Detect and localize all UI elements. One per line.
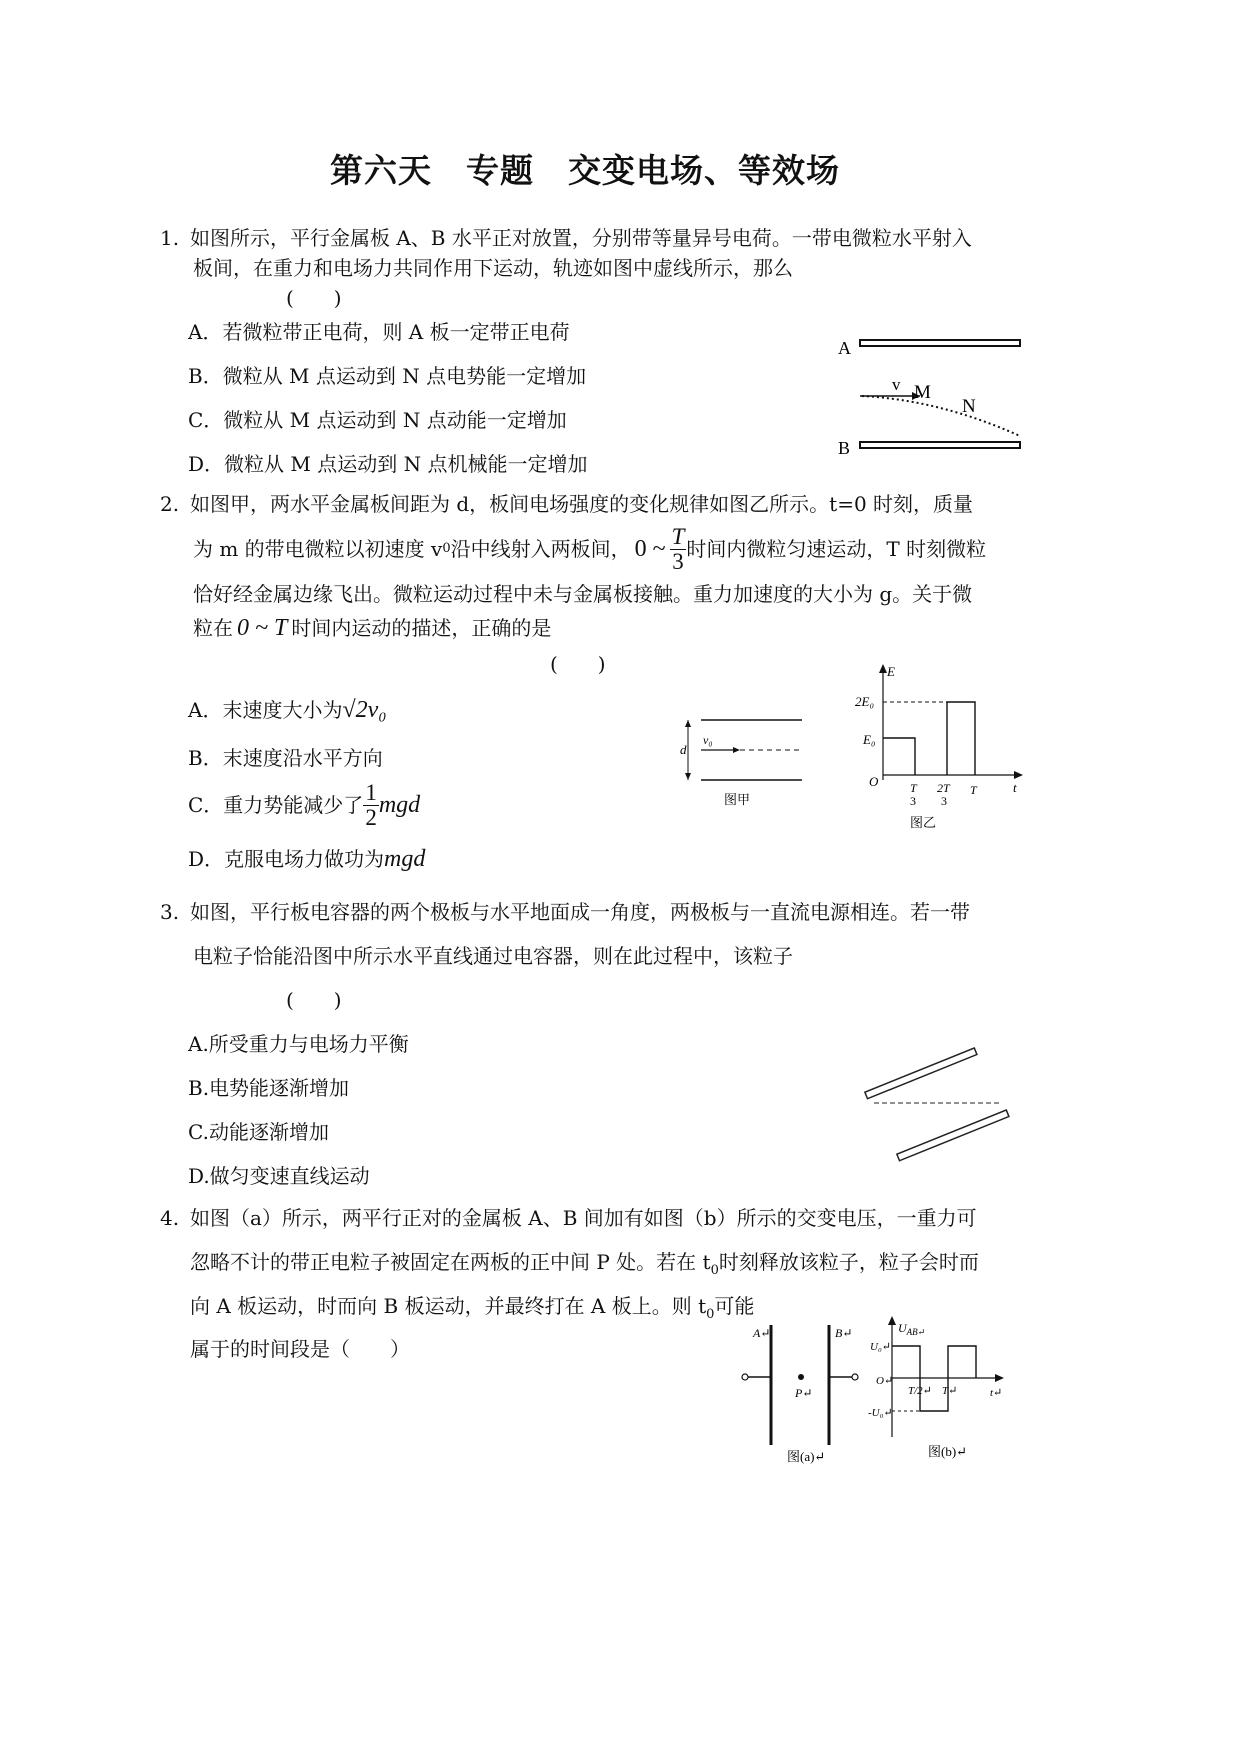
fig-a-label-b: B↵ [835,1326,853,1340]
q2-line2-c: 时间内微粒匀速运动，T 时刻微粒 [686,537,987,561]
q4-figure-a [735,1315,870,1465]
q4-line3-sub: 0 [706,1307,715,1322]
q2-frac-num: T [671,523,685,549]
jia-label-v0: v₀ [703,733,713,747]
fig-b-label-u: $U_{AB↵}$ [898,1321,926,1337]
fig-b-label-u0: U₀↵ [870,1341,891,1353]
q2-frac-den: 3 [672,548,684,574]
q2-answer-blank: ( ) [550,652,606,676]
plate-a [860,340,1020,346]
yi-tick2-top: 2T [937,781,950,795]
q2-option-d-text: D．克服电场力做功为 [188,847,385,871]
page-title: 第六天 专题 交变电场、等效场 [330,151,840,190]
fig-a-terminal-a-icon [742,1374,748,1380]
yi-label-e: E [887,664,895,679]
yi-label-2e0: 2E₀ [855,694,874,709]
q4-line4: 属于的时间段是（ ） [190,1337,410,1361]
q2-figure-yi [845,660,1035,840]
q2-line2 [193,524,986,574]
fig-a-caption: 图(a)↵ [787,1449,826,1464]
fig-b-u-axis-arrow-icon [888,1316,896,1325]
jia-d-arrow-up-icon [685,720,691,727]
q2-option-c-fraction [363,781,379,830]
fig-b-label-t: T↵ [942,1385,958,1397]
yi-label-t: t [1013,780,1017,795]
q1-stem-line2: 板间，在重力和电场力共同作用下运动，轨迹如图中虚线所示，那么 [193,256,793,280]
q2-line1: 如图甲，两水平金属板间距为 d，板间电场强度的变化规律如图乙所示。t=0 时刻，质量 [190,492,974,516]
q3-option-c: C.动能逐渐增加 [188,1120,329,1144]
jia-label-d: d [680,742,687,757]
fig-b-caption: 图(b)↵ [928,1444,968,1459]
q2-line4 [193,616,551,640]
q2-option-d [188,847,425,871]
yi-segment-e0 [883,738,915,775]
yi-caption: 图乙 [910,815,937,830]
q1-option-d: D．微粒从 M 点运动到 N 点机械能一定增加 [188,452,588,476]
label-n: N [962,396,976,417]
q4-line2-b: 时刻释放该粒子，粒子会时而 [718,1250,979,1274]
q1-option-b: B．微粒从 M 点运动到 N 点电势能一定增加 [188,364,587,388]
q4-figure-b [868,1312,1018,1462]
plate-b [860,442,1020,448]
fig-b-label-half-t: T/2↵ [908,1385,932,1397]
q2-option-a [188,698,387,722]
q2-fraction [670,525,687,574]
q3-lower-plate [897,1110,1009,1161]
fig-b-label-neg-u0: -U₀↵ [868,1407,893,1419]
q4-line2 [190,1250,979,1283]
q2-line2-b: 沿中线射入两板间， [450,537,631,561]
fig-b-t-axis-arrow-icon [995,1374,1004,1382]
q4-line3 [190,1294,754,1327]
yi-tick1-top: T [910,781,917,795]
q3-option-b: B.电势能逐渐增加 [188,1076,350,1100]
jia-d-arrow-down-icon [685,773,691,780]
yi-tick3: T [970,783,977,797]
q2-line4-math: 0 ~ T [237,615,288,641]
q2-line2-sub: 0 [442,541,451,556]
jia-arrow-head-icon [733,747,740,753]
q2-line4-a: 粒在 [193,616,233,640]
q2-frac-prefix: 0 ~ [634,536,666,562]
fig-a-label-a: A↵ [753,1326,771,1340]
fig-b-label-o: O↵ [876,1375,894,1387]
label-v: v [892,375,901,394]
q1-stem-line1: 如图所示，平行金属板 A、B 水平正对放置，分别带等量异号电荷。一带电微粒水平射入 [190,226,972,250]
yi-e-axis-arrow-icon [879,664,887,673]
q4-line2-a: 忽略不计的带正电粒子被固定在两板的正中间 P 处。若在 t [190,1250,711,1274]
q3-option-a: A.所受重力与电场力平衡 [188,1032,409,1056]
q2-line3: 恰好经金属边缘飞出。微粒运动过程中未与金属板接触。重力加速度的大小为 g。关于微 [193,582,973,606]
q2-line4-b: 时间内运动的描述，正确的是 [291,616,552,640]
q2-option-c-math: mgd [378,792,421,818]
fig-a-point-p-icon [798,1374,804,1380]
q2-line2-a: 为 m 的带电微粒以初速度 v [193,537,443,561]
q2-option-d-math: mgd [384,846,426,872]
q2-number: 2. [160,492,180,516]
q4-line3-a: 向 A 板运动，时而向 B 板运动，并最终打在 A 板上。则 t [190,1294,707,1318]
yi-segment-2e0 [947,702,975,775]
fig-a-terminal-b-icon [852,1374,858,1380]
q2-option-c-den: 2 [365,804,377,830]
q1-answer-blank: ( ) [286,286,342,310]
q3-line1: 如图，平行板电容器的两个极板与水平地面成一角度，两极板与一直流电源相连。若一带 [190,900,970,924]
q2-option-c [188,778,420,832]
fig-b-label-axis-t: t↵ [990,1387,1003,1399]
yi-tick1-bot: 3 [910,794,916,808]
q2-option-c-num: 1 [365,779,377,805]
q1-option-c: C．微粒从 M 点运动到 N 点动能一定增加 [188,408,567,432]
q2-option-b: B．末速度沿水平方向 [188,746,383,770]
trajectory-dotted [862,396,1020,436]
q1-option-a: A．若微粒带正电荷，则 A 板一定带正电荷 [188,320,570,344]
jia-caption: 图甲 [724,792,751,807]
yi-label-o: O [869,774,879,789]
yi-t-axis-arrow-icon [1014,771,1023,779]
q4-line3-b: 可能 [714,1294,755,1318]
q2-option-a-text: A．末速度大小为 [188,698,343,722]
q3-line2: 电粒子恰能沿图中所示水平直线通过电容器，则在此过程中，该粒子 [193,944,793,968]
q3-upper-plate [865,1048,977,1099]
q4-number: 4. [160,1206,180,1230]
q2-option-a-math: √2v₀ [342,697,387,723]
label-b: B [838,438,851,458]
q3-figure [860,1045,1010,1170]
q3-answer-blank: ( ) [286,988,342,1012]
q3-option-d: D.做匀变速直线运动 [188,1164,370,1188]
q4-line1: 如图（a）所示，两平行正对的金属板 A、B 间加有如图（b）所示的交变电压，一重力可 [190,1206,977,1230]
yi-label-e0: E₀ [863,732,876,747]
fig-a-label-p: P↵ [795,1386,813,1400]
q2-option-c-text: C．重力势能减少了 [188,793,364,817]
q4-line2-sub: 0 [710,1263,719,1278]
q2-figure-jia [676,712,811,812]
label-a: A [838,338,851,358]
yi-tick2-bot: 3 [941,794,947,808]
q3-number: 3. [160,900,180,924]
q1-number: 1. [160,226,180,250]
q1-figure [830,330,1030,460]
label-m: M [914,382,931,403]
